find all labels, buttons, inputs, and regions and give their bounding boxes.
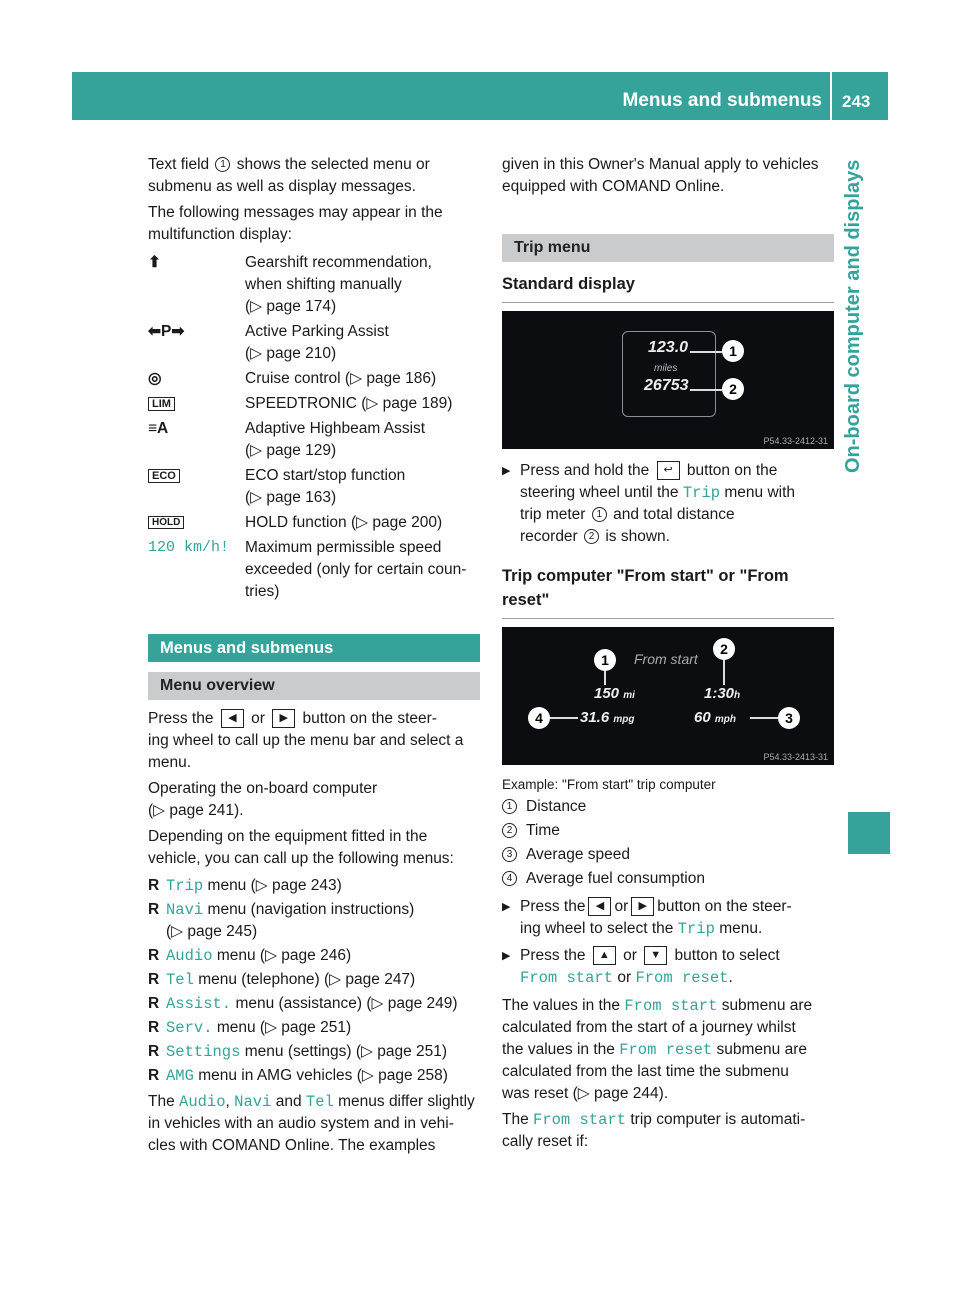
down-arrow-key-icon: ▼ (644, 946, 667, 965)
highbeam-assist-icon: ≡A (148, 420, 169, 437)
message-text: (▷ page 210) (245, 345, 337, 362)
callout-4-icon: 4 (528, 707, 550, 729)
callout-2-icon: 2 (722, 378, 744, 400)
back-key-icon: ↩ (657, 461, 680, 480)
right-arrow-key-icon: ▶ (272, 709, 295, 728)
speed-value: 60 (694, 709, 711, 726)
text: (▷ page 245) (166, 923, 258, 940)
intro-line-3: The following messages may appear in the (148, 204, 443, 221)
speed-limit-message: 120 km/h! (148, 539, 230, 556)
text: menu (▷ page 246) (216, 947, 352, 964)
left-arrow-key-icon: ◀ (221, 709, 244, 728)
list-item: R Settings menu (settings) (▷ page 251) (148, 1043, 448, 1061)
message-text: tries) (245, 583, 280, 600)
from-start-display-image (502, 627, 834, 765)
trip-meter-unit: miles (654, 363, 678, 374)
callout-1-icon: 1 (502, 799, 517, 814)
callout-line (723, 660, 725, 685)
menu-name: Serv. (166, 1019, 213, 1037)
message-text: ECO start/stop function (245, 467, 406, 484)
message-text: (▷ page 163) (245, 489, 337, 506)
text: menu (assistance) (▷ page 249) (235, 995, 458, 1012)
callout-2-icon: 2 (502, 823, 517, 838)
text: or (251, 710, 265, 727)
side-tab-label: On-board computer and displays (842, 160, 864, 474)
speedtronic-icon (148, 393, 245, 415)
right-arrow-key-icon: ▶ (631, 897, 654, 916)
trip-computer-heading: Trip computer "From start" or "From reset" (502, 567, 789, 609)
menu-name: Assist. (166, 995, 232, 1013)
message-text: (▷ page 174) (245, 298, 337, 315)
text: recorder (520, 528, 578, 545)
message-row (148, 418, 480, 462)
text: or (614, 898, 629, 915)
submenu-name: From reset (619, 1041, 713, 1059)
callout-1-icon: 1 (592, 507, 607, 522)
submenu-name: From reset (635, 969, 729, 987)
text: and (275, 1093, 302, 1110)
text: button on the (686, 462, 778, 479)
cruise-control-icon: ◎ (148, 370, 162, 387)
text: button to select (674, 947, 780, 964)
text: Operating the on-board computer (148, 780, 378, 797)
menu-name: Trip (682, 484, 721, 502)
callout-2-icon: 2 (713, 638, 735, 660)
text: menu (navigation instructions) (207, 901, 415, 918)
menu-name: Trip (677, 920, 715, 938)
image-caption: Example: "From start" trip computer (502, 777, 716, 792)
text: ing wheel to select the (520, 920, 674, 937)
up-arrow-key-icon: ▲ (593, 946, 616, 965)
text: or (617, 969, 632, 986)
instruction-step: ▶ Press the ▲ or ▼ button to select From start or From reset. (502, 947, 780, 987)
distance-value: 150 (594, 685, 620, 702)
callout-line (550, 717, 578, 719)
gearshift-icon: ⬆ (148, 254, 161, 271)
message-text: Cruise control (▷ page 186) (245, 370, 437, 387)
page-number: 243 (842, 92, 871, 111)
left-arrow-key-icon: ◀ (588, 897, 611, 916)
text: Press the (520, 898, 586, 915)
fuel-value: 31.6 (580, 709, 610, 726)
distance-unit: mi (623, 690, 635, 701)
message-row (148, 512, 480, 534)
text: The (502, 1111, 529, 1128)
message-text: Active Parking Assist (245, 323, 389, 340)
text: calculated from the last time the submenu (502, 1063, 789, 1080)
text: The values in the (502, 997, 621, 1014)
message-text: Adaptive Highbeam Assist (245, 420, 426, 437)
text: menu in AMG vehicles (▷ page 258) (198, 1067, 448, 1084)
standard-display-image (502, 311, 834, 449)
from-start-title: From start (634, 651, 698, 667)
callout-3-icon: 3 (502, 847, 517, 862)
text: submenu are (721, 997, 813, 1014)
total-distance-value: 26753 (644, 377, 689, 394)
hold-label: HOLD (148, 516, 184, 529)
submenu-name: From start (624, 997, 718, 1015)
callout-2-icon: 2 (584, 529, 599, 544)
text: trip meter (520, 506, 586, 523)
menu-name: Settings (166, 1043, 241, 1061)
text: Average fuel consumption (526, 870, 705, 887)
submenu-name: From start (520, 969, 614, 987)
text: . (728, 969, 733, 986)
text: Time (526, 822, 560, 839)
text: menu with (724, 484, 796, 501)
text: The (148, 1093, 175, 1110)
text: in vehicles with an audio system and in vehi- (148, 1115, 454, 1132)
trip-menu-title: Trip menu (502, 234, 834, 262)
list-item: R Serv. menu (▷ page 251) (148, 1019, 352, 1037)
message-row (148, 252, 480, 318)
header-title: Menus and submenus (622, 90, 822, 111)
intro-line-2: submenu as well as display messages. (148, 178, 416, 195)
message-row (148, 368, 480, 390)
intro-line-4: multifunction display: (148, 226, 292, 243)
message-row (148, 465, 480, 509)
list-item: R Tel menu (telephone) (▷ page 247) (148, 971, 416, 989)
list-item: R Navi menu (navigation instructions) (▷ page 245) (148, 901, 415, 940)
message-text: SPEEDTRONIC (▷ page 189) (245, 395, 453, 412)
text: button on the steer- (657, 898, 792, 915)
message-row (148, 321, 480, 365)
message-text: when shifting manually (245, 276, 402, 293)
menu-name: Audio (179, 1093, 226, 1111)
text: calculated from the start of a journey whilst (502, 1019, 796, 1036)
menu-name: Trip (166, 877, 204, 895)
speed-unit: mph (714, 714, 736, 725)
text: menu (settings) (▷ page 251) (244, 1043, 448, 1060)
eco-icon (148, 465, 245, 509)
text: Press the (520, 947, 586, 964)
trip-meter-value: 123.0 (648, 339, 689, 356)
left-column: Text field 1 shows the selected menu or submenu as well as display messages. The following messages may appear in the multifunction display: ⬆ Gearshift recommendation, when shifting manually (▷ page 174) ⬅P➡ Active Parking Assist (▷ page 210) ◎ Cruise control (▷ page 186) LIM SPEEDTRONIC (▷ page 189) ≡A Adaptive Highbeam Assist (▷ page 129) ECO ECO start/stop function (▷ page 163) HOLD HOLD function (▷ page 200) 120 km/h! Maximum permissible speed exceeded (only for certain coun- tries) Menus and submenus Menu overview Press the ◀ or ▶ button on the steer- ing wheel to call up the menu bar and select a menu. Operating the on-board computer (▷ page 241). Depending on the equipment fitted in the vehicle, you can call up the following menus: R Trip menu (▷ page 243) R Navi menu (navigation instructions) (▷ page 245) R Audio menu (▷ page 246) R Tel menu (telephone) (▷ page 247) R Assist. menu (assistance) (▷ page 249) R Serv. menu (▷ page 251) R Settings menu (settings) (▷ page 251) R AMG menu in AMG vehicles (▷ page 258) The Audio, Navi and Tel menus differ slightly in vehicles with an audio system and in vehi- cles with COMAND Online. The examples (148, 154, 480, 1157)
intro-prefix: Text field (148, 156, 210, 173)
text: the values in the (502, 1041, 615, 1058)
hold-icon (148, 512, 245, 534)
callout-1-icon: 1 (215, 157, 230, 172)
text: or (623, 947, 637, 964)
header-separator (830, 72, 832, 120)
text: menu. (148, 754, 192, 771)
list-item (502, 867, 834, 891)
message-text: Gearshift recommendation, (245, 254, 432, 271)
text: cles with COMAND Online. The examples (148, 1137, 436, 1154)
text: is shown. (605, 528, 670, 545)
instruction-step: ▶ Press and hold the ↩ button on the steering wheel until the Trip menu with trip meter 1 and total distance recorder 2 is shown. (502, 462, 796, 545)
menu-list (148, 875, 480, 1087)
text: cally reset if: (502, 1133, 589, 1150)
text: ing wheel to call up the menu bar and select a (148, 732, 464, 749)
message-text: Maximum permissible speed (245, 539, 442, 556)
menu-name: Audio (166, 947, 213, 965)
text: submenu are (716, 1041, 808, 1058)
text: (▷ page 241). (148, 802, 244, 819)
callout-line (750, 717, 778, 719)
menu-name: Tel (305, 1093, 334, 1111)
text: menu (▷ page 251) (216, 1019, 352, 1036)
fuel-unit: mpg (613, 714, 635, 725)
eco-label: ECO (148, 469, 180, 483)
menu-name: Navi (166, 901, 204, 919)
text: and total distance (613, 506, 735, 523)
text: trip computer is automati- (630, 1111, 806, 1128)
time-unit: h (734, 690, 741, 701)
side-tab-marker (848, 812, 890, 854)
text: Distance (526, 798, 587, 815)
list-item (502, 795, 834, 819)
message-list (148, 252, 480, 603)
callout-line (604, 671, 606, 685)
right-column (502, 154, 834, 1153)
callout-line (690, 351, 722, 353)
message-text: exceeded (only for certain coun- (245, 561, 467, 578)
text: menu. (719, 920, 763, 937)
standard-display-heading: Standard display (502, 275, 635, 293)
legend-list (502, 795, 834, 891)
image-code: P54.33-2412-31 (763, 436, 828, 446)
message-row (148, 393, 480, 415)
text: menu (telephone) (▷ page 247) (198, 971, 416, 988)
text: button on the steer- (302, 710, 437, 727)
instruction-step: ▶ Press the ◀ or ▶ button on the steer- ing wheel to select the Trip menu. (502, 898, 792, 938)
callout-1-icon: 1 (594, 649, 616, 671)
text: vehicle, you can call up the following menus: (148, 850, 454, 867)
callout-1-icon: 1 (722, 340, 744, 362)
text: Press and hold the (520, 462, 650, 479)
text: Average speed (526, 846, 630, 863)
list-item: R AMG menu in AMG vehicles (▷ page 258) (148, 1067, 448, 1085)
subsection-title: Menu overview (148, 672, 480, 700)
text: Press the (148, 710, 214, 727)
text: equipped with COMAND Online. (502, 178, 725, 195)
list-item: R Trip menu (▷ page 243) (148, 877, 342, 895)
menu-name: AMG (166, 1067, 194, 1085)
message-row (148, 537, 480, 603)
text: was reset (▷ page 244). (502, 1085, 669, 1102)
text: Depending on the equipment fitted in the (148, 828, 428, 845)
speedtronic-label: LIM (148, 397, 175, 411)
submenu-name: From start (533, 1111, 627, 1129)
intro-line-1: shows the selected menu or (236, 156, 430, 173)
message-text: HOLD function (▷ page 200) (245, 514, 443, 531)
list-item: R Audio menu (▷ page 246) (148, 947, 352, 965)
menu-name: Tel (166, 971, 194, 989)
message-text: (▷ page 129) (245, 442, 337, 459)
parking-assist-icon: ⬅P➡ (148, 323, 185, 340)
text: steering wheel until the (520, 484, 679, 501)
callout-4-icon: 4 (502, 871, 517, 886)
list-item (502, 843, 834, 867)
list-item: R Assist. menu (assistance) (▷ page 249) (148, 995, 458, 1013)
callout-line (690, 389, 722, 391)
section-title: Menus and submenus (148, 634, 480, 662)
text: menus differ slightly (338, 1093, 475, 1110)
text: menu (▷ page 243) (207, 877, 342, 894)
time-value: 1:30 (704, 685, 735, 702)
image-code: P54.33-2413-31 (763, 752, 828, 762)
text: given in this Owner's Manual apply to vehicles (502, 156, 819, 173)
list-item (502, 819, 834, 843)
callout-3-icon: 3 (778, 707, 800, 729)
menu-name: Navi (234, 1093, 272, 1111)
